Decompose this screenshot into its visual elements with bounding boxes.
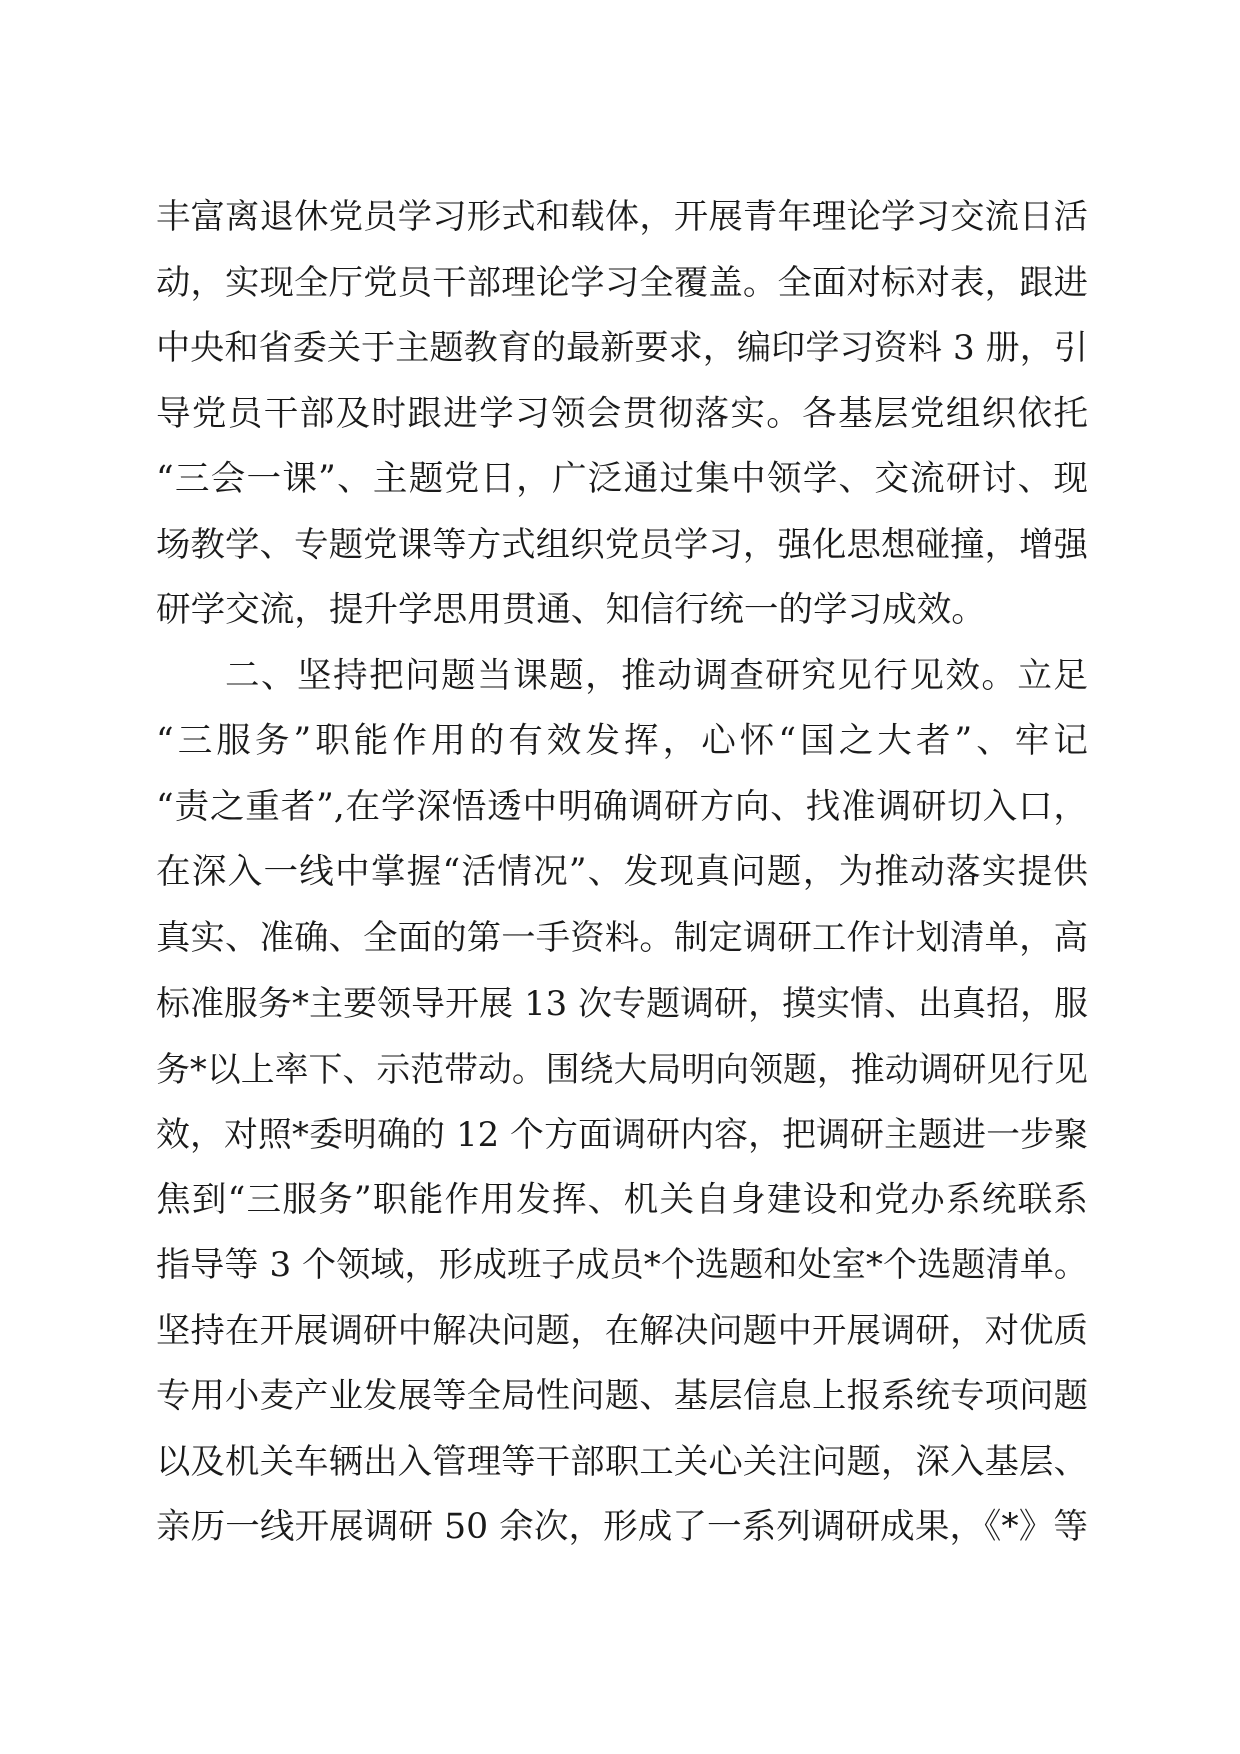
text-line: 中央和省委关于主题教育的最新要求，编印学习资料 3 册，引 bbox=[156, 328, 1088, 368]
text-line: 焦到“三服务”职能作用发挥、机关自身建设和党办系统联系 bbox=[156, 1179, 1088, 1220]
text-line: 在深入一线中掌握“活情况”、发现真问题，为推动落实提供 bbox=[156, 852, 1088, 892]
text-line: 动，实现全厅党员干部理论学习全覆盖。全面对标对表，跟进 bbox=[156, 262, 1088, 303]
text-line: 丰富离退休党员学习形式和载体，开展青年理论学习交流日活 bbox=[156, 197, 1088, 237]
text-line: 指导等 3 个领域，形成班子成员*个选题和处室*个选题清单。 bbox=[156, 1245, 1088, 1285]
text-line: 亲历一线开展调研 50 余次，形成了一系列调研成果，《*》等 bbox=[156, 1507, 1088, 1547]
text-line: 场教学、专题党课等方式组织党员学习，强化思想碰撞，增强 bbox=[156, 524, 1088, 565]
text-line: “三会一课”、主题党日，广泛通过集中领学、交流研讨、现 bbox=[156, 459, 1088, 499]
text-line: 务*以上率下、示范带动。围绕大局明向领题，推动调研见行见 bbox=[156, 1049, 1088, 1089]
text-line: 专用小麦产业发展等全局性问题、基层信息上报系统专项问题 bbox=[156, 1376, 1088, 1416]
section-heading-line: 二、坚持把问题当课题，推动调查研究见行见效。立足 bbox=[225, 655, 1088, 696]
text-line: “三服务”职能作用的有效发挥，心怀“国之大者”、牢记 bbox=[156, 721, 1088, 761]
text-line: 研学交流，提升学思用贯通、知信行统一的学习成效。 bbox=[156, 590, 986, 630]
text-line: 坚持在开展调研中解决问题，在解决问题中开展调研，对优质 bbox=[156, 1310, 1088, 1351]
text-line: 标准服务*主要领导开展 13 次专题调研，摸实情、出真招，服 bbox=[156, 984, 1088, 1023]
text-line: 效，对照*委明确的 12 个方面调研内容，把调研主题进一步聚 bbox=[156, 1115, 1088, 1154]
text-line: 真实、准确、全面的第一手资料。制定调研工作计划清单，高 bbox=[156, 917, 1088, 958]
text-line: 以及机关车辆出入管理等干部职工关心关注问题，深入基层、 bbox=[156, 1441, 1088, 1482]
body-text bbox=[156, 185, 1088, 1561]
text-line: 导党员干部及时跟进学习领会贯彻落实。各基层党组织依托 bbox=[156, 393, 1088, 434]
text-line: “责之重者”,在学深悟透中明确调研方向、找准调研切入口， bbox=[156, 786, 1088, 827]
